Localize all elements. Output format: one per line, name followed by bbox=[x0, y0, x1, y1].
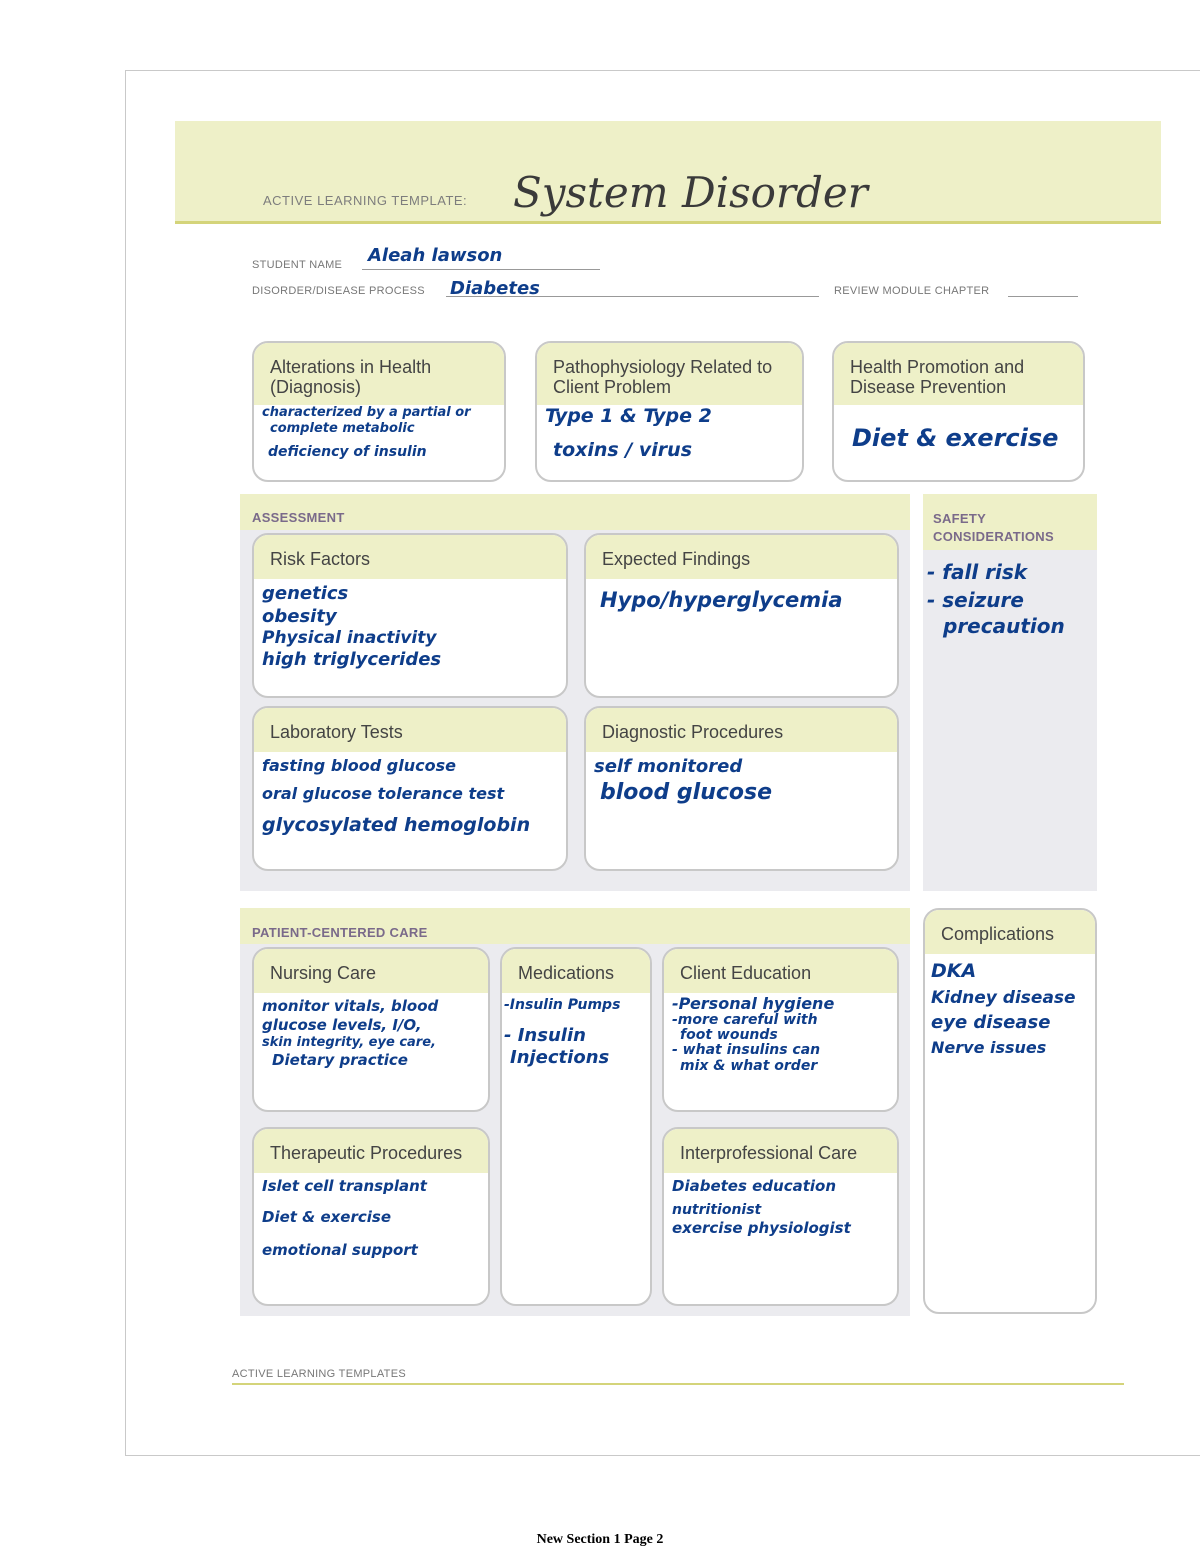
handwritten-line: -more careful with bbox=[672, 1011, 818, 1028]
card-title: Expected Findings bbox=[586, 535, 897, 579]
safety-considerations-panel bbox=[923, 494, 1097, 891]
card-health-promotion bbox=[832, 341, 1085, 482]
handwritten-line: emotional support bbox=[262, 1240, 418, 1259]
card-laboratory-tests bbox=[252, 706, 568, 871]
handwritten-line: mix & what order bbox=[680, 1057, 818, 1074]
disorder-label: DISORDER/DISEASE PROCESS bbox=[252, 285, 425, 297]
review-module-label: REVIEW MODULE CHAPTER bbox=[834, 285, 990, 297]
handwritten-line: monitor vitals, blood bbox=[262, 997, 439, 1015]
handwritten-line: DKA bbox=[931, 960, 977, 982]
card-title: Pathophysiology Related to Client Problem bbox=[537, 343, 802, 405]
card-complications bbox=[923, 908, 1097, 1314]
card-expected-findings bbox=[584, 533, 899, 698]
card-client-education bbox=[662, 947, 899, 1112]
handwritten-line: Diet & exercise bbox=[262, 1207, 392, 1226]
handwritten-line: Physical inactivity bbox=[262, 628, 437, 648]
handwritten-line: skin integrity, eye care, bbox=[262, 1034, 436, 1050]
card-risk-factors bbox=[252, 533, 568, 698]
card-alterations-in-health bbox=[252, 341, 506, 482]
card-title: Nursing Care bbox=[254, 949, 488, 993]
handwritten-line: - seizure bbox=[927, 588, 1024, 612]
disorder-value[interactable]: Diabetes bbox=[450, 278, 540, 299]
handwritten-line: Hypo/hyperglycemia bbox=[600, 588, 843, 612]
student-name-value[interactable]: Aleah lawson bbox=[368, 245, 503, 266]
card-title: Interprofessional Care bbox=[664, 1129, 897, 1173]
card-title: Laboratory Tests bbox=[254, 708, 566, 752]
handwritten-line: self monitored bbox=[594, 756, 743, 777]
handwritten-line: - what insulins can bbox=[672, 1042, 821, 1059]
handwritten-line: blood glucose bbox=[600, 779, 773, 805]
handwritten-line: obesity bbox=[262, 605, 337, 627]
card-title: Diagnostic Procedures bbox=[586, 708, 897, 752]
handwritten-line: - Insulin bbox=[504, 1024, 586, 1046]
handwritten-line: - fall risk bbox=[927, 560, 1028, 584]
card-title: Risk Factors bbox=[254, 535, 566, 579]
review-module-line[interactable] bbox=[1008, 296, 1078, 297]
template-label: ACTIVE LEARNING TEMPLATE: bbox=[263, 193, 468, 208]
handwritten-line: Nerve issues bbox=[931, 1038, 1047, 1058]
handwritten-line: Islet cell transplant bbox=[262, 1177, 427, 1195]
handwritten-line: -Personal hygiene bbox=[672, 994, 835, 1013]
handwritten-line: eye disease bbox=[931, 1012, 1051, 1034]
card-title: Therapeutic Procedures bbox=[254, 1129, 488, 1173]
card-title: Complications bbox=[925, 910, 1095, 954]
card-therapeutic-procedures bbox=[252, 1127, 490, 1306]
card-title: Client Education bbox=[664, 949, 897, 993]
safety-title: SAFETY CONSIDERATIONS bbox=[923, 494, 1097, 550]
handwritten-line: deficiency of insulin bbox=[268, 443, 427, 460]
assessment-title: ASSESSMENT bbox=[252, 510, 345, 525]
handwritten-line: high triglycerides bbox=[262, 649, 442, 671]
footer-templates-label: ACTIVE LEARNING TEMPLATES bbox=[232, 1368, 406, 1380]
handwritten-line: toxins / virus bbox=[553, 438, 693, 461]
handwritten-line: glucose levels, I/O, bbox=[262, 1015, 422, 1034]
handwritten-line: Kidney disease bbox=[931, 987, 1076, 1008]
handwritten-line: Dietary practice bbox=[272, 1050, 408, 1069]
handwritten-line: precaution bbox=[943, 614, 1065, 638]
handwritten-line: fasting blood glucose bbox=[262, 756, 456, 775]
card-diagnostic-procedures bbox=[584, 706, 899, 871]
handwritten-line: Type 1 & Type 2 bbox=[545, 405, 712, 427]
handwritten-line: glycosylated hemoglobin bbox=[262, 814, 531, 836]
card-nursing-care bbox=[252, 947, 490, 1112]
handwritten-line: -Insulin Pumps bbox=[504, 997, 621, 1013]
card-medications bbox=[500, 947, 652, 1306]
student-name-line bbox=[362, 269, 600, 270]
card-title: Medications bbox=[502, 949, 650, 993]
card-title: Alterations in Health (Diagnosis) bbox=[254, 343, 504, 405]
handwritten-line: genetics bbox=[262, 583, 349, 604]
card-interprofessional-care bbox=[662, 1127, 899, 1306]
handwritten-line: foot wounds bbox=[680, 1026, 778, 1043]
footer-divider bbox=[232, 1383, 1124, 1385]
handwritten-line: Diabetes education bbox=[672, 1177, 837, 1195]
handwritten-line: characterized by a partial or bbox=[262, 405, 471, 420]
card-title: Health Promotion and Disease Prevention bbox=[834, 343, 1083, 405]
handwritten-line: Injections bbox=[510, 1047, 610, 1068]
handwritten-line: Diet & exercise bbox=[852, 424, 1059, 452]
template-title: System Disorder bbox=[513, 168, 868, 217]
card-pathophysiology bbox=[535, 341, 804, 482]
handwritten-line: complete metabolic bbox=[270, 421, 415, 437]
handwritten-line: oral glucose tolerance test bbox=[262, 784, 505, 803]
handwritten-line: nutritionist bbox=[672, 1201, 762, 1218]
student-name-label: STUDENT NAME bbox=[252, 259, 343, 271]
patient-care-title: PATIENT-CENTERED CARE bbox=[252, 925, 428, 940]
handwritten-line: exercise physiologist bbox=[672, 1219, 851, 1238]
page-footer: New Section 1 Page 2 bbox=[536, 1532, 664, 1547]
